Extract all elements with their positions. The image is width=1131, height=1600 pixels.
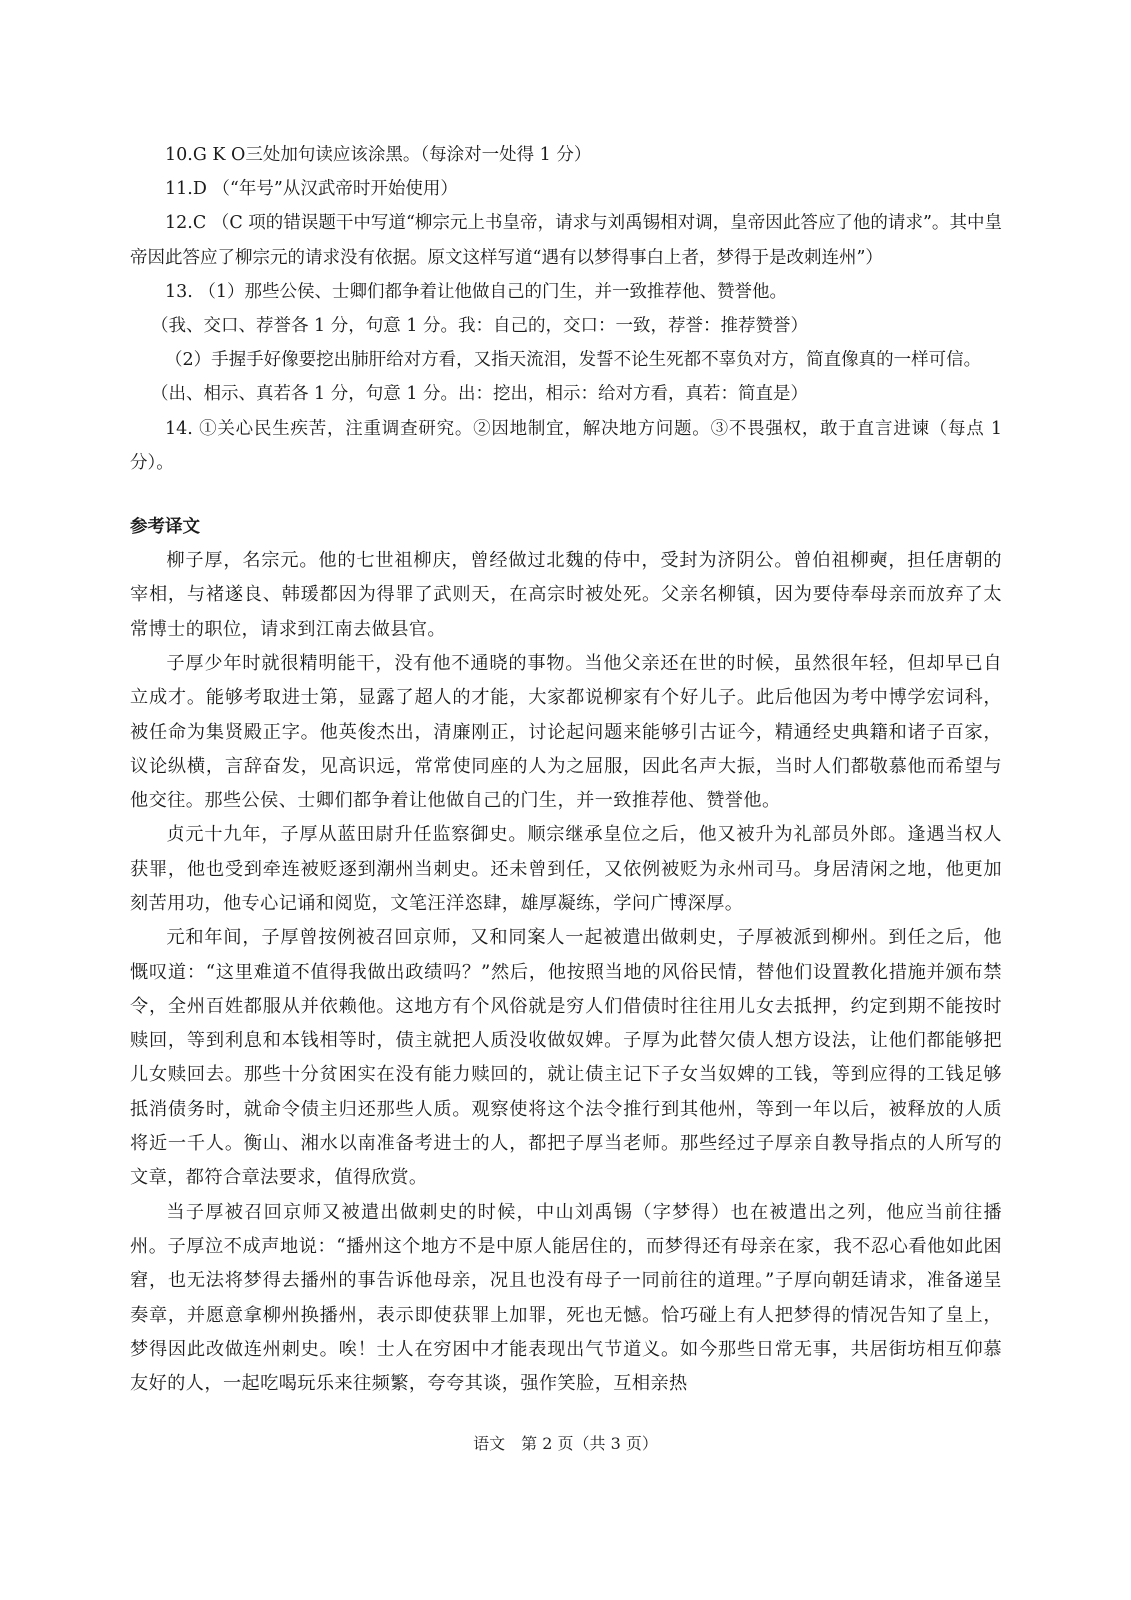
translation-heading: 参考译文	[130, 517, 200, 538]
answer-q14: 14. ①关心民生疾苦，注重调查研究。②因地制宜，解决地方问题。③不畏强权，敢于直言进谏（每点 1 分）。	[130, 418, 1002, 473]
translation-paragraph: 元和年间，子厚曾按例被召回京师，又和同案人一起被遣出做刺史，子厚被派到柳州。到任之后，他慨叹道：“这里难道不值得我做出政绩吗？”然后，他按照当地的风俗民情，替他们设置教化措施并颁布禁令，全州百姓都服从并依赖他。这地方有个风俗就是穷人们借债时往往用儿女去抵押，约定到期不能按时赎回，等到利息和本钱相等时，债主就把人质没收做奴婢。子厚为此替欠债人想方设法，让他们都能够把儿女赎回去。那些十分贫困实在没有能力赎回的，就让债主记下子女当奴婢的工钱，等到应得的工钱足够抵消债务时，就命令债主归还那些人质。观察使将这个法令推行到其他州，等到一年以后，被释放的人质将近一千人。衡山、湘水以南准备考进士的人，都把子厚当老师。那些经过子厚亲自教导指点的人所写的文章，都符合章法要求，值得欣赏。	[130, 927, 1002, 1189]
answer-page	[130, 138, 1002, 1401]
translation-paragraph: 柳子厚，名宗元。他的七世祖柳庆，曾经做过北魏的侍中，受封为济阴公。曾伯祖柳奭，担任唐朝的宰相，与褚遂良、韩瑗都因为得罪了武则天，在高宗时被处死。父亲名柳镇，因为要侍奉母亲而放弃了太常博士的职位，请求到江南去做县官。	[130, 550, 1002, 640]
answer-q13-part2-scoring: （出、相示、真若各 1 分，句意 1 分。出：挖出，相示：给对方看，真若：简直是）	[151, 384, 809, 405]
translation-paragraph: 贞元十九年，子厚从蓝田尉升任监察御史。顺宗继承皇位之后，他又被升为礼部员外郎。逢遇当权人获罪，他也受到牵连被贬逐到潮州当刺史。还未曾到任，又依例被贬为永州司马。身居清闲之地，他更加刻苦用功，他专心记诵和阅览，文笔汪洋恣肆，雄厚凝练，学问广博深厚。	[130, 824, 1002, 914]
translation-body	[130, 544, 1002, 1401]
answer-q13-part1: 13. （1）那些公侯、士卿们都争着让他做自己的门生，并一致推荐他、赞誉他。	[165, 281, 788, 302]
page-footer: 语文 第 2 页（共 3 页）	[473, 1434, 658, 1453]
answer-q10: 10.G K O三处加句读应该涂黑。（每涂对一处得 1 分）	[165, 145, 592, 165]
translation-paragraph: 当子厚被召回京师又被遣出做刺史的时候，中山刘禹锡（字梦得）也在被遣出之列，他应当前往播州。子厚泣不成声地说：“播州这个地方不是中原人能居住的，而梦得还有母亲在家，我不忍心看他如此困窘，也无法将梦得去播州的事告诉他母亲，况且也没有母子一同前往的道理。”子厚向朝廷请求，准备递呈奏章，并愿意拿柳州换播州，表示即使获罪上加罪，死也无憾。恰巧碰上有人把梦得的情况告知了皇上，梦得因此改做连州刺史。唉！士人在穷困中才能表现出气节道义。如今那些日常无事，共居街坊相互仰慕友好的人，一起吃喝玩乐来往频繁，夸夸其谈，强作笑脸，互相亲热	[130, 1201, 1002, 1395]
translation-paragraph: 子厚少年时就很精明能干，没有他不通晓的事物。当他父亲还在世的时候，虽然很年轻，但却早已自立成才。能够考取进士第，显露了超人的才能，大家都说柳家有个好儿子。此后他因为考中博学宏词科，被任命为集贤殿正字。他英俊杰出，清廉刚正，讨论起问题来能够引古证今，精通经史典籍和诸子百家，议论纵横，言辞奋发，见高识远，常常使同座的人为之屈服，因此名声大振，当时人们都敬慕他而希望与他交往。那些公侯、士卿们都争着让他做自己的门生，并一致推荐他、赞誉他。	[130, 652, 1002, 812]
answer-q12: 12.C （C 项的错误题干中写道“柳宗元上书皇帝，请求与刘禹锡相对调，皇帝因此答应了他的请求”。其中皇帝因此答应了柳宗元的请求没有依据。原文这样写道“遇有以梦得事白上者，梦得于是改刺连州”）	[130, 213, 1002, 268]
answer-q13-part2: （2）手握手好像要挖出肺肝给对方看，又指天流泪，发誓不论生死都不辜负对方，简直像真的一样可信。	[165, 350, 982, 371]
answer-q11: 11.D （“年号”从汉武帝时开始使用）	[165, 179, 458, 200]
answer-q13-part1-scoring: （我、交口、荐誉各 1 分，句意 1 分。我：自己的，交口：一致，荐誉：推荐赞誉）	[151, 316, 809, 337]
